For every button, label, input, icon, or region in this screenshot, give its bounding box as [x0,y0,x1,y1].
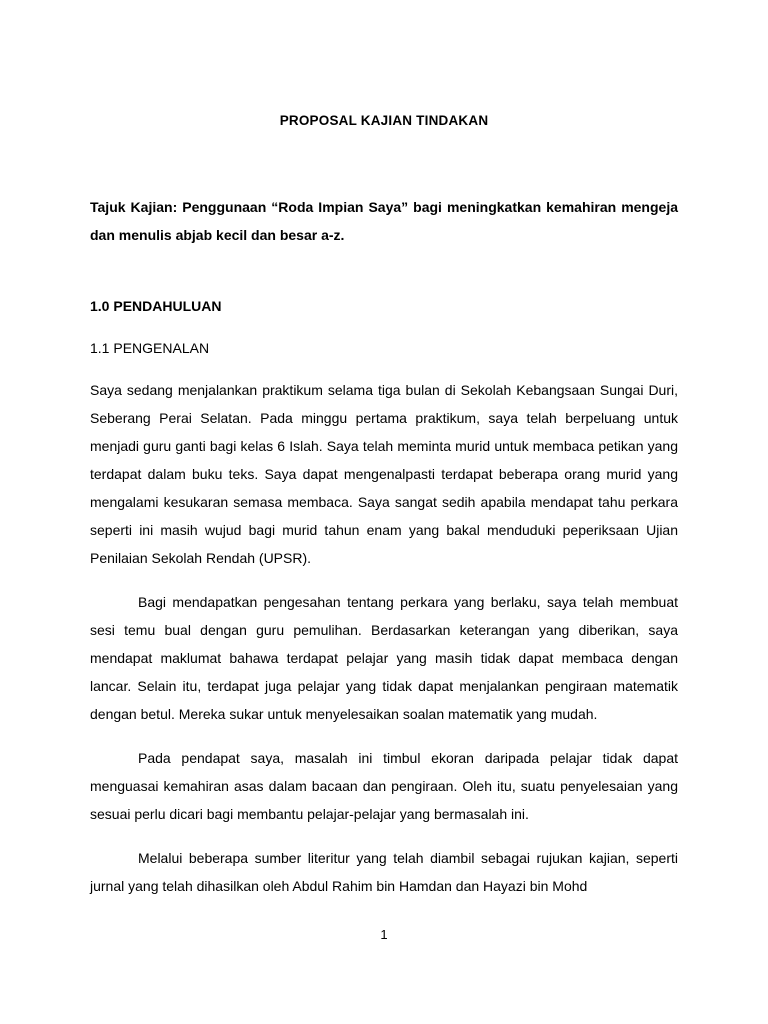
body-paragraph: Pada pendapat saya, masalah ini timbul ekoran daripada pelajar tidak dapat menguasai kemahiran asas dalam bacaan dan pengiraan. Oleh itu, suatu penyelesaian yang sesuai perlu dicari bagi membantu pelajar-pelajar yang bermasalah ini. [90,749,678,822]
body-paragraph: Saya sedang menjalankan praktikum selama tiga bulan di Sekolah Kebangsaan Sungai Duri, Seberang Perai Selatan. Pada minggu pertama praktikum, saya telah berpeluang untuk menjadi guru ganti bagi kelas 6 Islah. Saya telah meminta murid untuk membaca petikan yang terdapat dalam buku teks. Saya dapat mengenalpasti terdapat beberapa orang murid yang mengalami kesukaran semasa membaca. Saya sangat sedih apabila mendapat tahu perkara seperti ini masih wujud bagi murid tahun enam yang bakal menduduki peperiksaan Ujian Penilaian Sekolah Rendah (UPSR). [90,381,678,566]
page-title: PROPOSAL KAJIAN TINDAKAN [279,113,489,128]
sub-heading: 1.1 PENGENALAN [90,340,210,357]
study-title: Tajuk Kajian: Penggunaan “Roda Impian Saya” bagi meningkatkan kemahiran mengeja dan menulis abjab kecil dan besar a-z. [90,198,678,243]
page-number: 1 [380,927,388,942]
body-paragraph: Melalui beberapa sumber literitur yang telah diambil sebagai rujukan kajian, seperti jurnal yang telah dihasilkan oleh Abdul Rahim bin Hamdan dan Hayazi bin Mohd [90,849,678,894]
body-paragraph: Bagi mendapatkan pengesahan tentang perkara yang berlaku, saya telah membuat sesi temu bual dengan guru pemulihan. Berdasarkan keterangan yang diberikan, saya mendapat maklumat bahawa terdapat pelajar yang masih tidak dapat membaca dengan lancar. Selain itu, terdapat juga pelajar yang tidak dapat menjalankan pengiraan matematik dengan betul. Mereka sukar untuk menyelesaikan soalan matematik yang mudah. [90,593,678,722]
section-heading: 1.0 PENDAHULUAN [90,297,222,314]
